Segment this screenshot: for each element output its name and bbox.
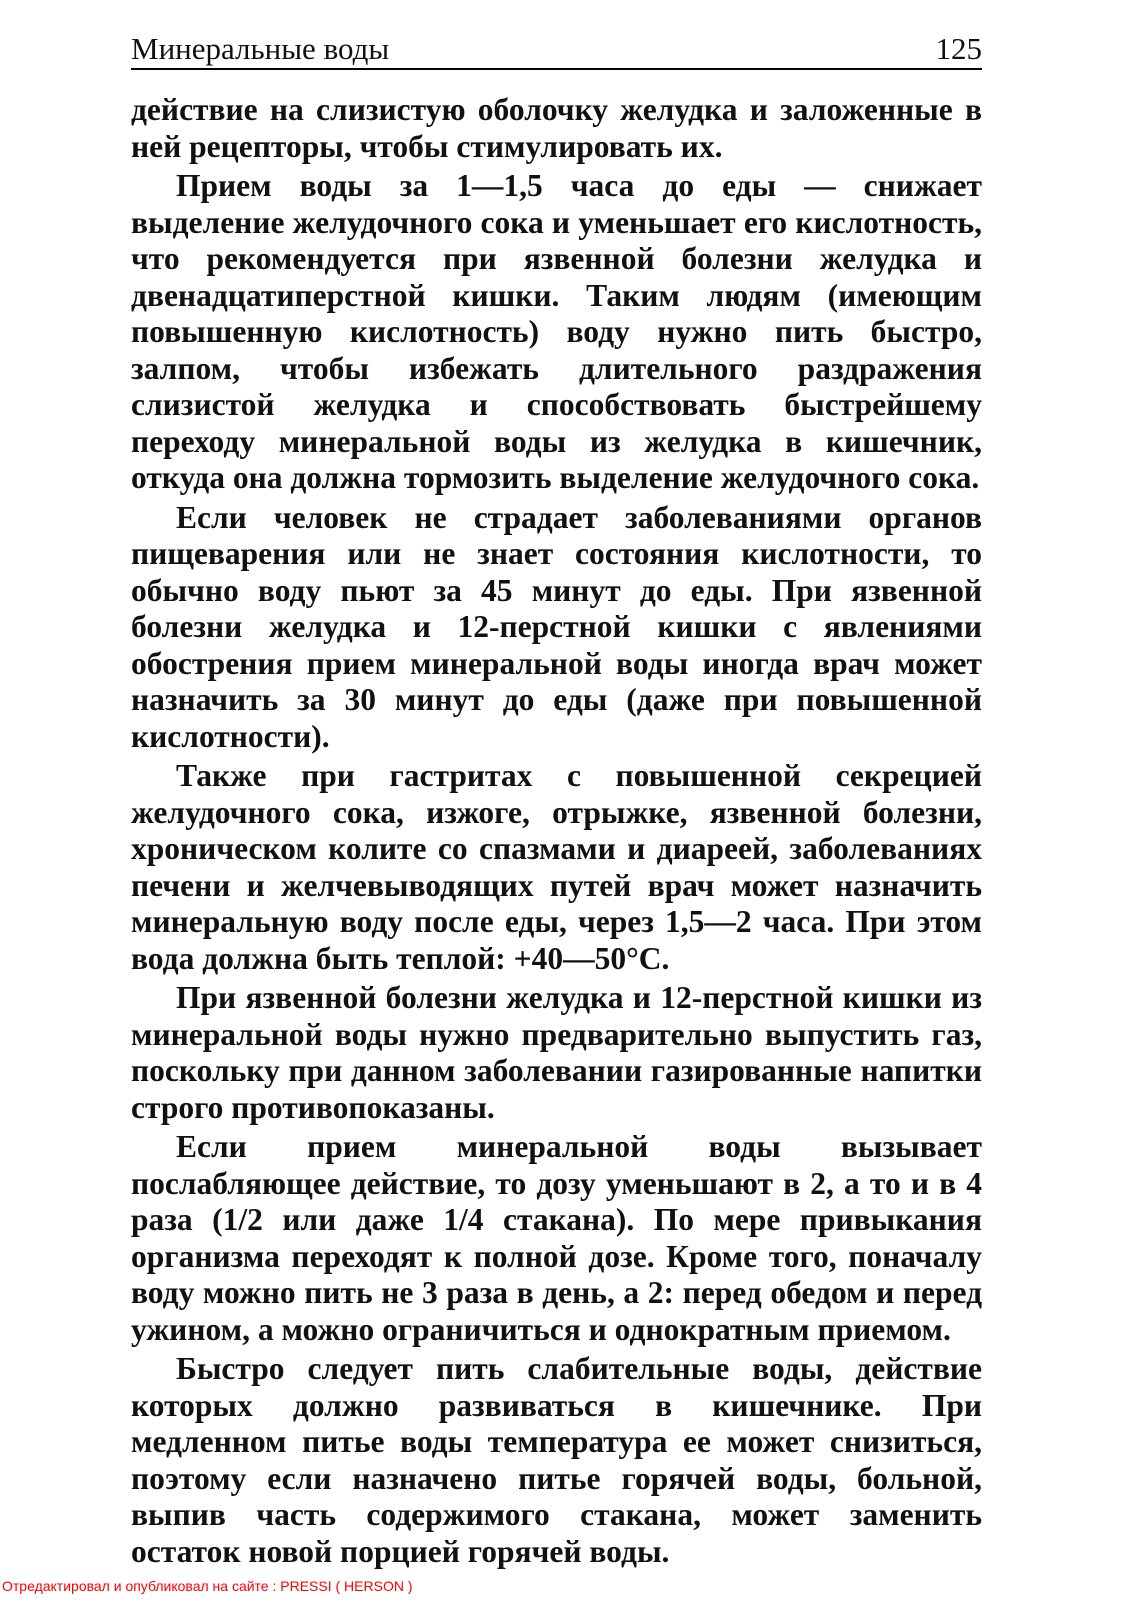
page-number: 125 xyxy=(935,31,982,66)
page-body xyxy=(131,92,982,1570)
paragraph: При язвенной болезни желудка и 12-перстной кишки из минеральной воды нужно предварительно выпустить газ, поскольку при данном заболевании газированные напитки строго противопоказаны. xyxy=(131,980,982,1125)
paragraph-continuation: действие на слизистую оболочку желудка и заложенные в ней рецепторы, чтобы стимулировать их. xyxy=(131,92,982,164)
chapter-title: Минеральные воды xyxy=(131,31,390,66)
paragraph: Быстро следует пить слабительные воды, действие которых должно развиваться в кишечнике. При медленном питье воды температура ее может снизиться, поэтому если назначено питье горячей воды, больной, выпив часть содержимого стакана, может заменить остаток новой порцией горячей воды. xyxy=(131,1351,982,1569)
paragraph: Также при гастритах с повышенной секрецией желудочного сока, изжоге, отрыжке, язвенной болезни, хроническом колите со спазмами и диареей, заболеваниях печени и желчевыводящих путей врач может назначить минеральную воду после еды, через 1,5—2 часа. При этом вода должна быть теплой: +40—50°С. xyxy=(131,758,982,976)
running-header xyxy=(131,30,982,70)
paragraph: Прием воды за 1—1,5 часа до еды — снижает выделение желудочного сока и уменьшает его кислотность, что рекомендуется при язвенной болезни желудка и двенадцатиперстной кишки. Таким людям (имеющим повышенную кислотность) воду нужно пить быстро, залпом, чтобы избежать длительного раздражения слизистой желудка и способствовать быстрейшему переходу минеральной воды из желудка в кишечник, откуда она должна тормозить выделение желудочного сока. xyxy=(131,168,982,495)
publisher-note: Отредактировал и опубликовал на сайте : PRESSI ( HERSON ) xyxy=(2,1578,413,1594)
paragraph: Если прием минеральной воды вызывает послабляющее действие, то дозу уменьшают в 2, а то и в 4 раза (1/2 или даже 1/4 стакана). По мере привыкания организма переходят к полной дозе. Кроме того, поначалу воду можно пить не 3 раза в день, а 2: перед обедом и перед ужином, а можно ограничиться и однократным приемом. xyxy=(131,1129,982,1347)
paragraph: Если человек не страдает заболеваниями органов пищеварения или не знает состояния кислотности, то обычно воду пьют за 45 минут до еды. При язвенной болезни желудка и 12-перстной кишки с явлениями обострения прием минеральной воды иногда врач может назначить за 30 минут до еды (даже при повышенной кислотности). xyxy=(131,499,982,754)
